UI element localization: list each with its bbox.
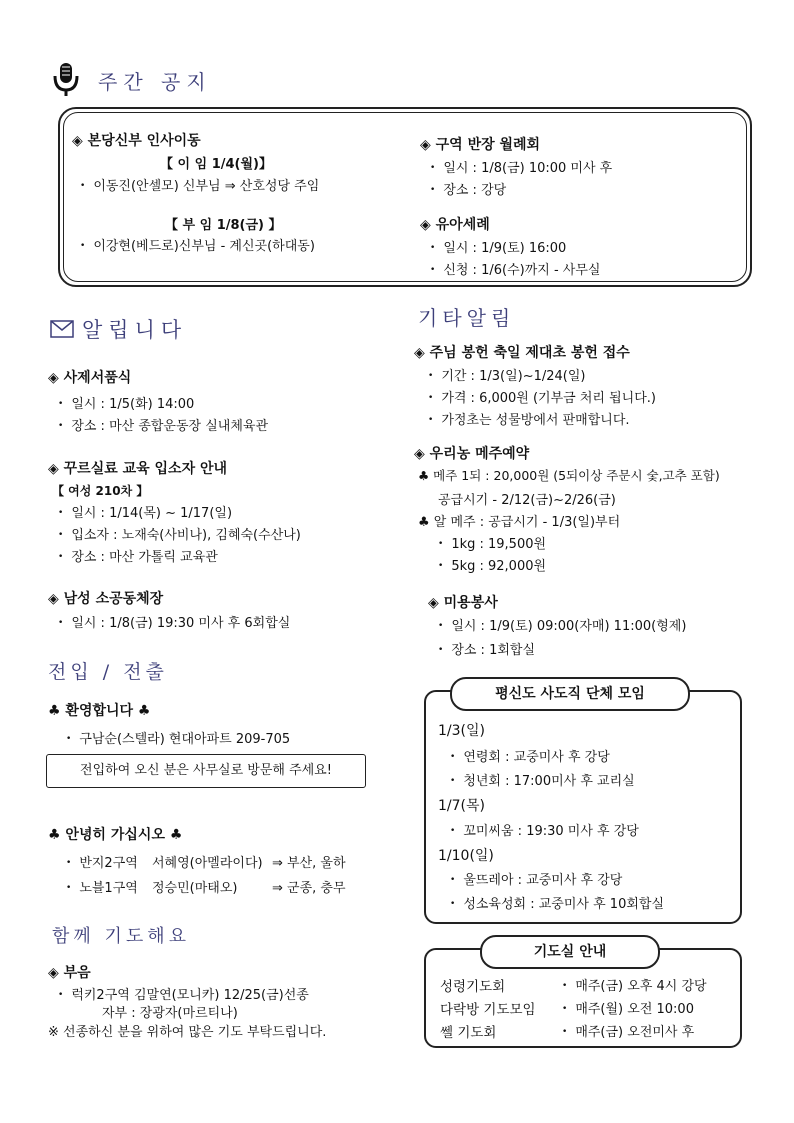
district-meeting-heading: ◈ 구역 반장 월례회 bbox=[420, 137, 541, 153]
group-item-2-1: • 꼬미씨움 : 19:30 미사 후 강당 bbox=[450, 820, 639, 839]
beauty-heading: ◈ 미용봉사 bbox=[428, 595, 498, 611]
candle-offering-price: • 가격 : 6,000원 (기부금 처리 됩니다.) bbox=[428, 387, 656, 406]
visit-office-text: 전입하여 오신 분은 사무실로 방문해 주세요! bbox=[80, 763, 332, 778]
farewell-district-2: • 노블1구역 bbox=[66, 877, 138, 896]
baptism-time: • 일시 : 1/9(토) 16:00 bbox=[430, 237, 566, 256]
prayer-room-time-3: • 매주(금) 오전미사 후 bbox=[562, 1021, 694, 1040]
farewell-heading: ♣ 안녕히 가십시오 ♣ bbox=[48, 827, 183, 843]
funeral-line: • 럭키2구역 김말연(모니카) 12/25(금)선종 bbox=[58, 984, 309, 1003]
district-meeting-time: • 일시 : 1/8(금) 10:00 미사 후 bbox=[430, 157, 612, 176]
welcome-heading: ♣ 환영합니다 ♣ bbox=[48, 703, 151, 719]
cursillo-attendees: • 입소자 : 노재숙(사비나), 김혜숙(수산나) bbox=[58, 524, 301, 543]
prayer-room-title-badge bbox=[480, 935, 660, 969]
beauty-time: • 일시 : 1/9(토) 09:00(자매) 11:00(형제) bbox=[438, 615, 686, 634]
priest-move-heading: ◈ 본당신부 인사이동 bbox=[72, 133, 201, 149]
group-item-3-1: • 울뜨레아 : 교중미사 후 강당 bbox=[450, 869, 622, 888]
farewell-dest-2: ⇒ 군종, 충무 bbox=[272, 881, 346, 896]
welcome-line: • 구남순(스텔라) 현대아파트 209-705 bbox=[66, 728, 290, 747]
funeral-request: ※ 선종하신 분을 위하여 많은 기도 부탁드립니다. bbox=[48, 1025, 327, 1040]
cursillo-sub: 【 여성 210차 】 bbox=[52, 484, 149, 498]
prayer-title: 함께 기도해요 bbox=[52, 926, 191, 947]
groups-title: 평신도 사도직 단체 모임 bbox=[495, 686, 645, 702]
meju-line-4: • 1kg : 19,500원 bbox=[438, 533, 546, 552]
candle-offering-period: • 기간 : 1/3(일)~1/24(일) bbox=[428, 365, 585, 384]
group-date-2: 1/7(목) bbox=[438, 798, 485, 814]
group-item-1-2: • 청년회 : 17:00미사 후 교리실 bbox=[450, 770, 635, 789]
priest-arrive-title: 【 부 임 1/8(금) 】 bbox=[165, 218, 282, 233]
cursillo-time: • 일시 : 1/14(목) ~ 1/17(일) bbox=[58, 502, 232, 521]
priest-leave-title: 【 이 임 1/4(월)】 bbox=[160, 157, 272, 172]
baptism-heading: ◈ 유아세례 bbox=[420, 217, 490, 233]
meju-line-3: ♣ 알 메주 : 공급시기 - 1/3(일)부터 bbox=[418, 515, 621, 530]
farewell-district-1: • 반지2구역 bbox=[66, 852, 138, 871]
ordination-time: • 일시 : 1/5(화) 14:00 bbox=[58, 393, 194, 412]
prayer-room-time-1: • 매주(금) 오후 4시 강당 bbox=[562, 975, 707, 994]
prayer-room-name-1: 성령기도회 bbox=[440, 979, 506, 995]
beauty-place: • 장소 : 1회합실 bbox=[438, 639, 535, 658]
priest-arrive-line: • 이강현(베드로)신부님 - 계신곳(하대동) bbox=[80, 235, 315, 254]
meju-line-2: 공급시기 - 2/12(금)~2/26(금) bbox=[438, 493, 616, 508]
candle-offering-note: • 가정초는 성물방에서 판매합니다. bbox=[428, 409, 630, 428]
prayer-room-title: 기도실 안내 bbox=[533, 944, 607, 960]
funeral-heading: ◈ 부음 bbox=[48, 965, 91, 981]
moves-title: 전입 / 전출 bbox=[48, 661, 168, 683]
ordination-place: • 장소 : 마산 종합운동장 실내체육관 bbox=[58, 415, 268, 434]
group-date-3: 1/10(일) bbox=[438, 848, 494, 864]
prayer-room-name-2: 다락방 기도모임 bbox=[440, 1002, 536, 1018]
group-item-1-1: • 연령회 : 교중미사 후 강당 bbox=[450, 746, 610, 765]
farewell-name-2: 정승민(마태오) bbox=[152, 881, 238, 896]
cursillo-place: • 장소 : 마산 가톨릭 교육관 bbox=[58, 546, 218, 565]
men-community-heading: ◈ 남성 소공동체장 bbox=[48, 591, 164, 607]
candle-offering-heading: ◈ 주님 봉헌 축일 제대초 봉헌 접수 bbox=[414, 345, 630, 361]
visit-office-notice bbox=[46, 754, 366, 788]
other-title: 기타알림 bbox=[418, 306, 516, 330]
meju-line-1: ♣ 메주 1되 : 20,000원 (5되이상 주문시 숯,고추 포함) bbox=[418, 468, 720, 483]
announce-title: 알립니다 bbox=[82, 318, 188, 342]
baptism-apply: • 신청 : 1/6(수)까지 - 사무실 bbox=[430, 259, 600, 278]
groups-title-badge bbox=[450, 677, 690, 711]
envelope-icon bbox=[50, 320, 74, 338]
group-date-1: 1/3(일) bbox=[438, 723, 485, 739]
priest-leave-line: • 이동진(안셀모) 신부님 ⇒ 산호성당 주임 bbox=[80, 175, 319, 194]
meju-line-5: • 5kg : 92,000원 bbox=[438, 555, 546, 574]
prayer-room-time-2: • 매주(월) 오전 10:00 bbox=[562, 998, 694, 1017]
cursillo-heading: ◈ 꾸르실료 교육 입소자 안내 bbox=[48, 461, 228, 477]
men-community-time: • 일시 : 1/8(금) 19:30 미사 후 6회합실 bbox=[58, 612, 290, 631]
district-meeting-place: • 장소 : 강당 bbox=[430, 179, 506, 198]
funeral-daughter-in-law: 자부 : 장광자(마르티나) bbox=[102, 1006, 238, 1021]
meju-heading: ◈ 우리농 메주예약 bbox=[414, 446, 530, 462]
farewell-name-1: 서혜영(아멜라이다) bbox=[152, 856, 263, 871]
page-title: 주간 공지 bbox=[98, 70, 212, 94]
microphone-icon bbox=[52, 62, 80, 98]
ordination-heading: ◈ 사제서품식 bbox=[48, 370, 132, 386]
group-item-3-2: • 성소육성회 : 교중미사 후 10회합실 bbox=[450, 893, 664, 912]
farewell-dest-1: ⇒ 부산, 울하 bbox=[272, 856, 346, 871]
prayer-room-name-3: 쎌 기도회 bbox=[440, 1025, 497, 1041]
